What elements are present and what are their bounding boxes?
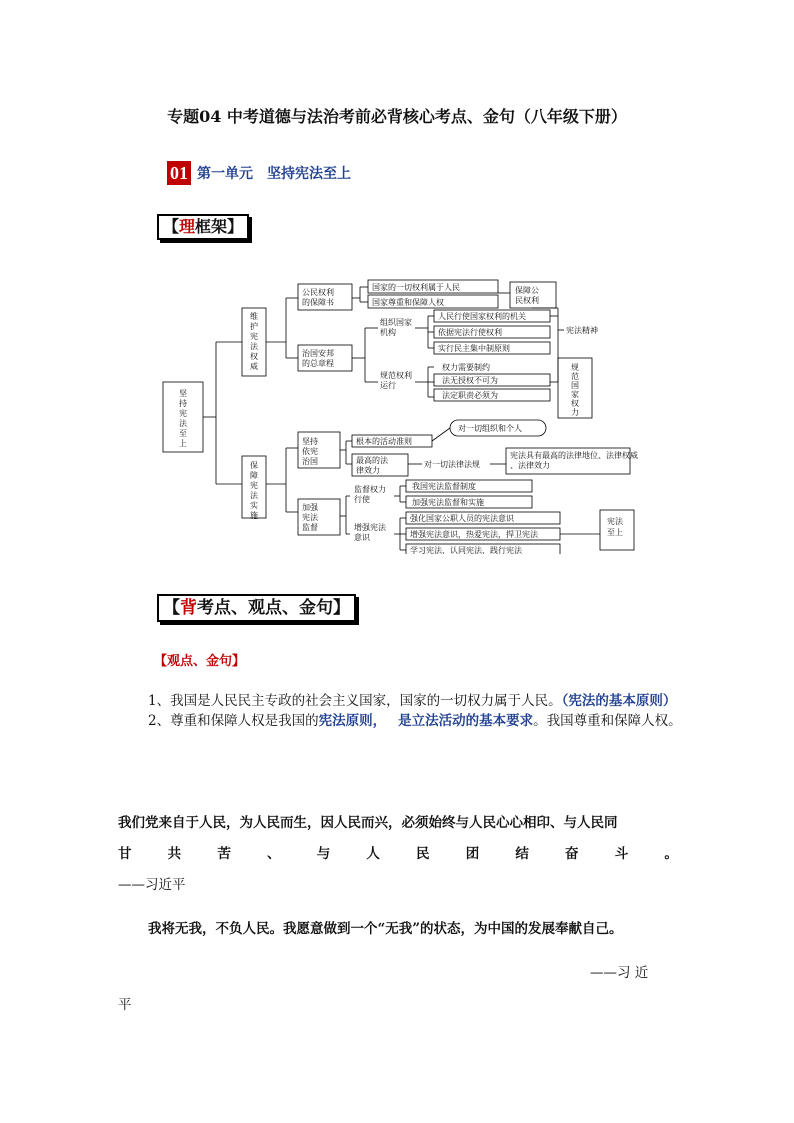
unit-heading bbox=[167, 160, 351, 186]
quote-char: 奋 bbox=[565, 846, 579, 862]
leaf-strengthen-implementation: 加强宪法监督和实施 bbox=[412, 498, 484, 507]
page-title: 专题04 中考道德与法治考前必背核心考点、金句（八年级下册） bbox=[167, 107, 627, 126]
quote-char: 结 bbox=[515, 846, 529, 862]
node-rule-by-constitution: 坚持依宪治国 bbox=[302, 437, 318, 466]
leaf-officials-awareness: 强化国家公职人员的宪法意识 bbox=[410, 514, 514, 523]
node-supervise-power: 监督权力行使 bbox=[354, 485, 386, 504]
quote-char: 甘 bbox=[118, 846, 132, 862]
leaf-learn-constitution: 学习宪法，认同宪法，践行宪法 bbox=[410, 546, 522, 554]
framework-section-tag: 【理框架】 bbox=[157, 214, 249, 240]
leaf-legal-duty: 法定职责必须为 bbox=[442, 391, 498, 400]
label-constitutional-spirit: 宪法精神 bbox=[566, 326, 598, 335]
leaf-supreme-status: 宪法具有最高的法律地位、法律权威、法律效力 bbox=[510, 451, 638, 470]
leaf-no-authorization: 法无授权不可为 bbox=[442, 376, 498, 385]
node-regulate-power: 规范国家权力 bbox=[571, 363, 579, 417]
quote-char: 共 bbox=[167, 846, 182, 862]
branch-maintain-authority: 维护宪法权威 bbox=[250, 312, 258, 371]
leaf-people-organs: 人民行使国家权利的机关 bbox=[438, 312, 526, 321]
leaf-all-organizations: 对一切组织和个人 bbox=[458, 424, 522, 433]
node-strengthen-supervision: 加强宪法监督 bbox=[302, 503, 318, 532]
node-enhance-awareness: 增强宪法意识 bbox=[354, 523, 386, 542]
quote-char: 与 bbox=[316, 846, 331, 862]
leaf-exercise-by-law: 依据宪法行使权利 bbox=[438, 328, 502, 337]
leaf-all-laws: 对一切法律法规 bbox=[424, 460, 480, 469]
quote-char: 、 bbox=[267, 846, 281, 862]
node-governance-charter: 治国安邦的总章程 bbox=[302, 349, 334, 368]
quote-1-author: ——习近平 bbox=[118, 877, 186, 893]
leaf-respect-rights: 国家尊重和保障人权 bbox=[372, 298, 444, 307]
node-constitution-supreme: 宪法至上 bbox=[607, 517, 623, 537]
quote-1: 我们党来自于人民，为人民而生，因人民而兴，必须始终与人民心心相印、与人民同 bbox=[118, 815, 618, 831]
quote-2-author: ——习 近 bbox=[590, 965, 649, 981]
leaf-basic-rule: 根本的活动准则 bbox=[356, 437, 412, 446]
quote-char: 人 bbox=[366, 846, 380, 862]
quote-char: 苦 bbox=[217, 846, 231, 862]
quote-char: 团 bbox=[465, 846, 480, 862]
root-node: 坚持宪法至上 bbox=[179, 389, 187, 448]
leaf-all-power: 国家的一切权利属于人民 bbox=[372, 283, 460, 292]
quote-2: 我将无我，不负人民。我愿意做到一个“无我”的状态，为中国的发展奉献自己。 bbox=[148, 921, 623, 937]
leaf-highest-effect: 最高的法律效力 bbox=[356, 456, 388, 475]
key-points-section-tag: 【背考点、观点、金句】 bbox=[157, 594, 356, 622]
quote-char: 民 bbox=[416, 846, 430, 862]
branch-ensure-implementation: 保障宪法实施 bbox=[250, 461, 258, 520]
unit-number-badge: 01 bbox=[167, 161, 191, 185]
leaf-supervision-system: 我国宪法监督制度 bbox=[412, 482, 476, 491]
node-organize-institutions: 组织国家机构 bbox=[380, 318, 412, 337]
node-regulate-operation: 规范权利运行 bbox=[380, 371, 412, 390]
quote-char: 。 bbox=[664, 846, 678, 862]
quote-2-author-cont: 平 bbox=[118, 997, 132, 1013]
leaf-love-constitution: 增强宪法意识，热爱宪法，捍卫宪法 bbox=[410, 530, 538, 539]
quote-char: 斗 bbox=[614, 846, 629, 862]
leaf-democratic-centralism: 实行民主集中制原则 bbox=[438, 344, 510, 353]
point-1: 1、我国是人民民主专政的社会主义国家，国家的一切权力属于人民。（宪法的基本原则） bbox=[148, 693, 677, 709]
unit-title: 第一单元 坚持宪法至上 bbox=[197, 166, 351, 182]
quotes-subsection-tag: 【观点、金句】 bbox=[154, 654, 246, 669]
node-protect-rights: 保障公民权利 bbox=[515, 286, 539, 305]
knowledge-framework-diagram bbox=[160, 278, 650, 554]
quote-1-line-2 bbox=[118, 842, 678, 862]
node-citizen-rights: 公民权利的保障书 bbox=[302, 288, 334, 307]
point-2: 2、尊重和保障人权是我国的宪法原则， 是立法活动的基本要求。我国尊重和保障人权。 bbox=[148, 713, 682, 729]
leaf-power-restraint: 权力需要制约 bbox=[442, 363, 490, 372]
